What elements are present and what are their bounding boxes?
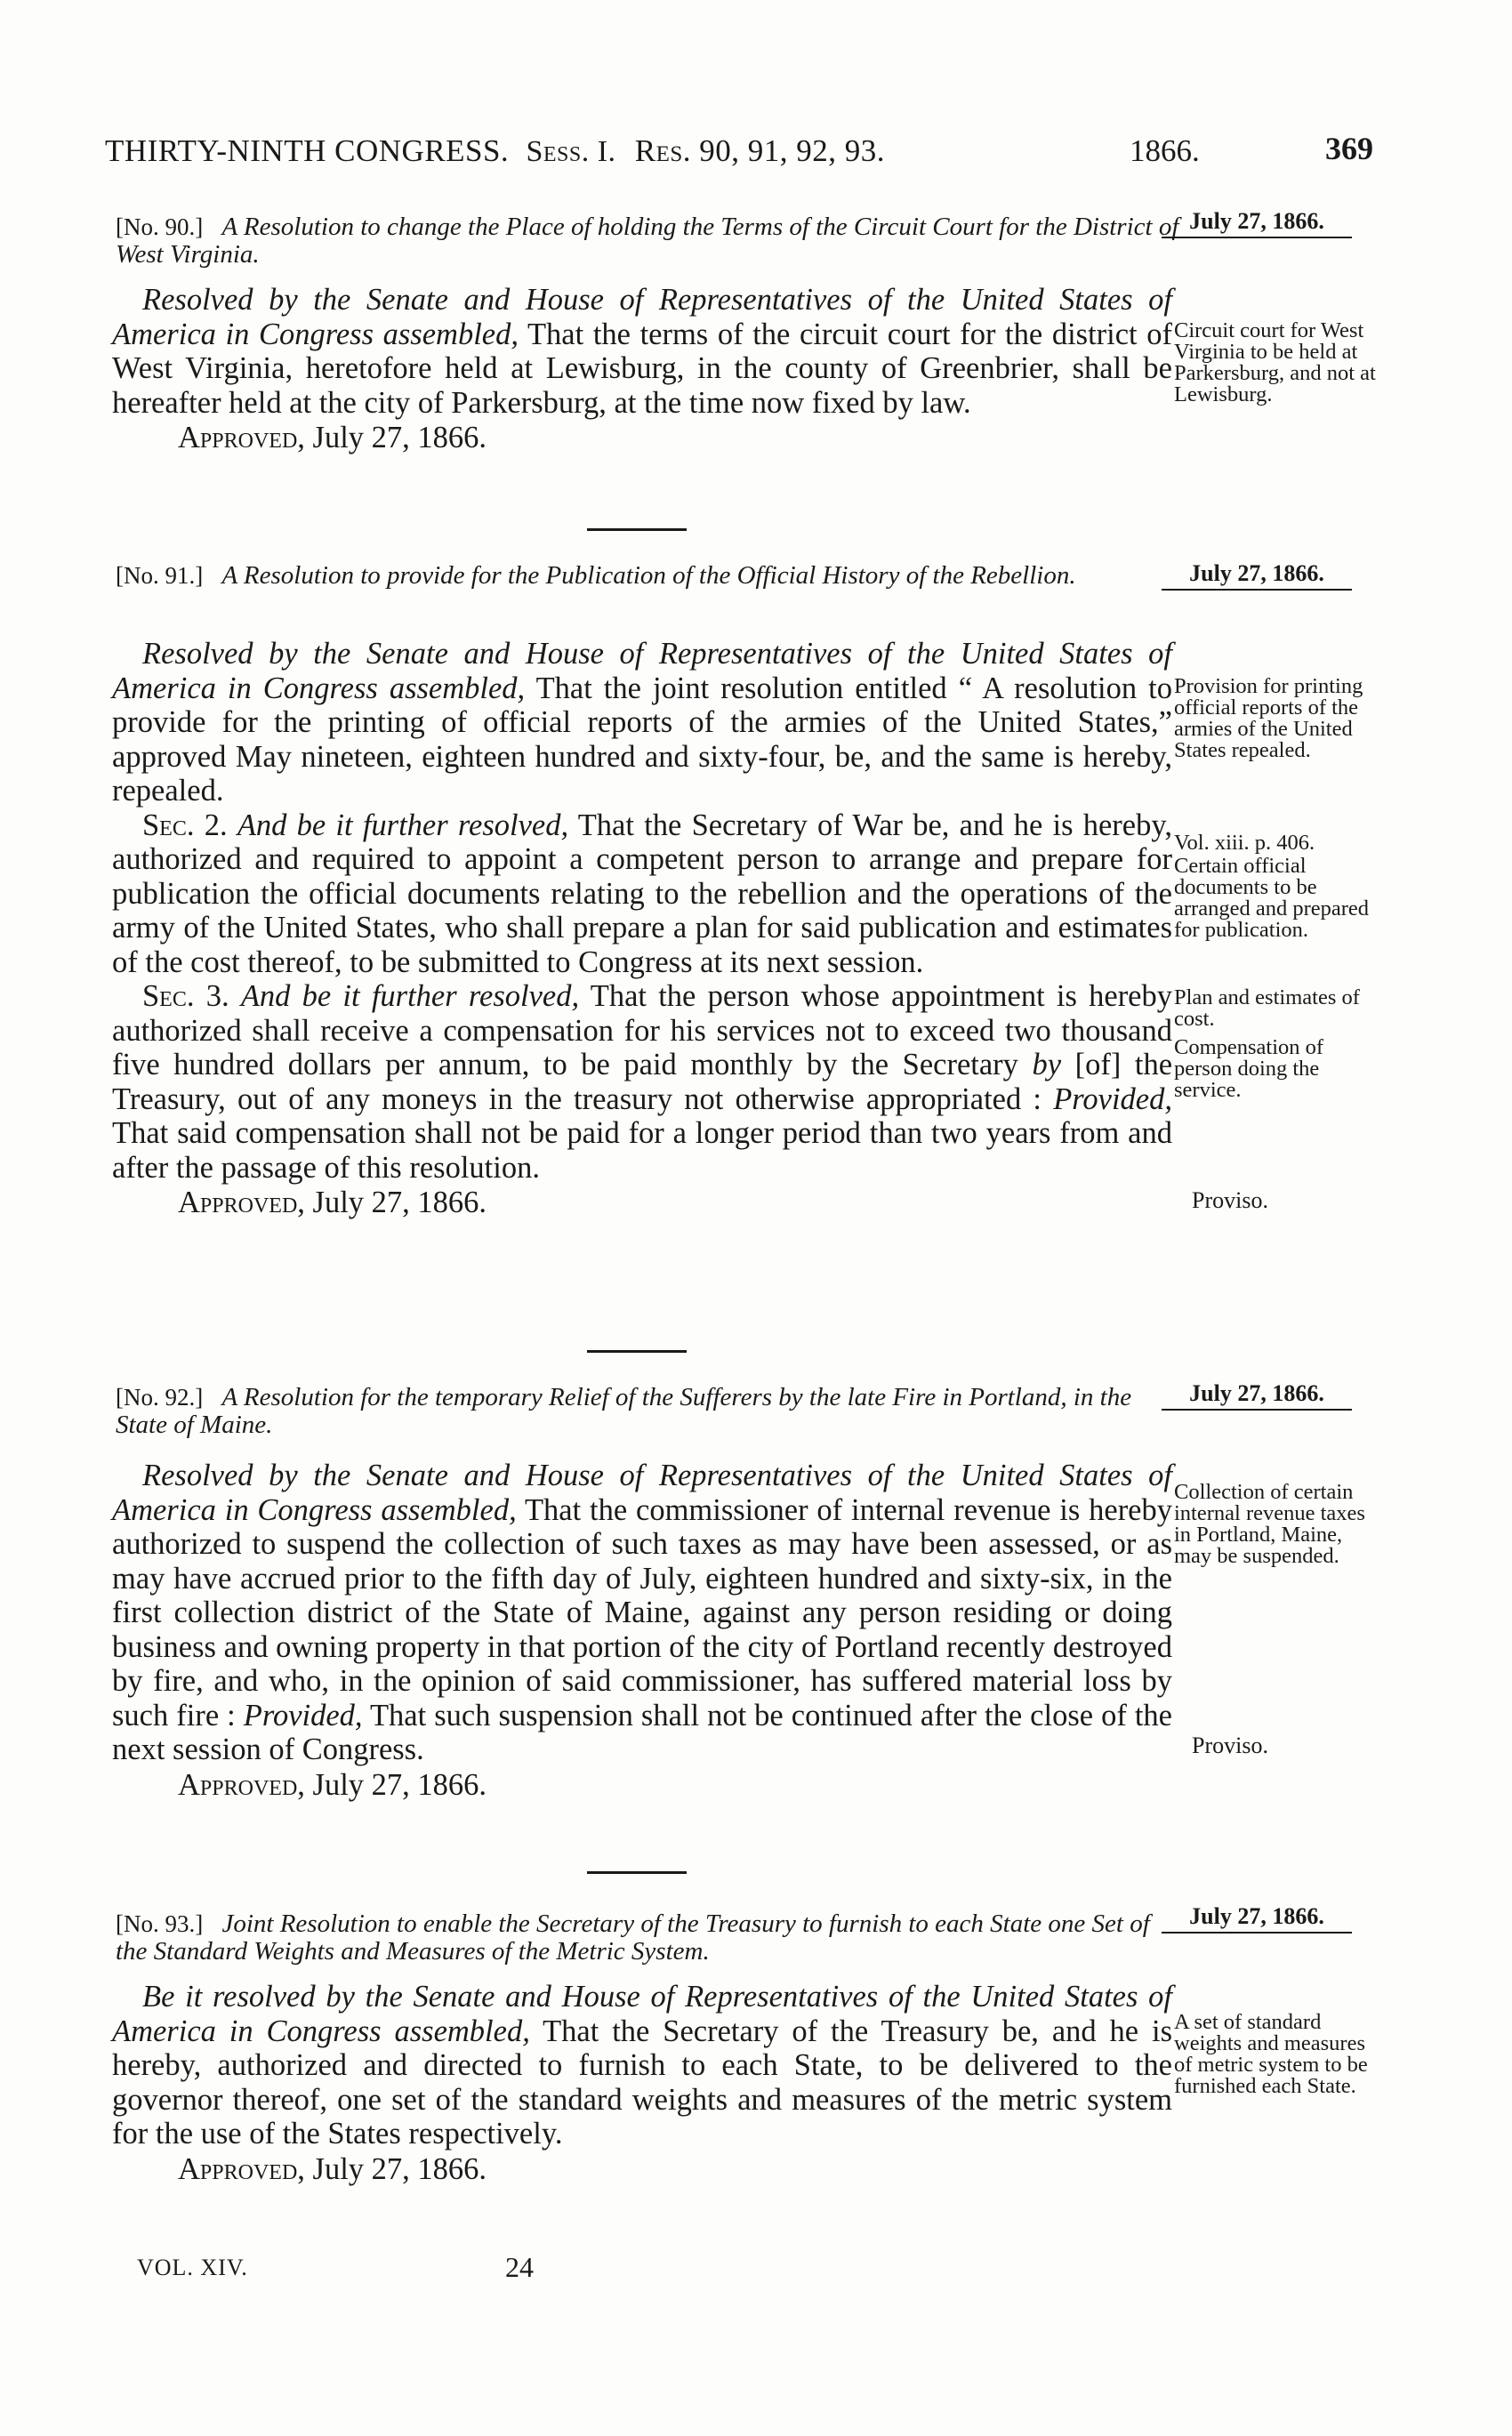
margin-note: Certain official documents to be arranged and prepared for publication. (1174, 854, 1370, 942)
congress-title: THIRTY-NINTH CONGRESS. (105, 133, 510, 168)
resolution-text: That such suspension shall not be continued after the close of the next session of Congress. (112, 1698, 1172, 1766)
section-divider (587, 1871, 687, 1874)
resolution-93-date: July 27, 1866. (1162, 1903, 1352, 1934)
resolution-text: That the Secretary of the Treasury be, and he is hereby, authorized and directed to furnish to each State, to be delivered to the governor thereof, one set of the standard weights and measures of the metric system for the use of the States respectively. (112, 2014, 1172, 2151)
provided-word: Provided, (1053, 1081, 1172, 1116)
page-header (105, 133, 1373, 178)
approved-label: Approved, (178, 1186, 305, 1219)
resolution-91-date: July 27, 1866. (1162, 560, 1352, 591)
resolution-text: That the terms of the circuit court for the district of West Virginia, heretofore held at Lewisburg, in the county of Greenbrier, shall be hereafter held at the city of Parkersburg, at the time now fixed by law. (112, 317, 1172, 420)
further-resolved: And be it further resolved, (240, 979, 580, 1013)
margin-note: Vol. xiii. p. 406. (1174, 831, 1315, 855)
resolution-text: That the joint resolution entitled “ A resolution to provide for the printing of official reports of the armies of the United States,” approved May nineteen, eighteen hundred and sixty-four, be, and the same is hereby, repealed. (112, 671, 1172, 808)
resolution-title: A Resolution for the temporary Relief of the Sufferers by the late Fire in Portland, in the State of Maine. (116, 1383, 1132, 1439)
approved-date: July 27, 1866. (312, 421, 487, 454)
resolution-number: [No. 90.] (116, 213, 204, 240)
section-3-text: That said compensation shall not be paid for a longer period than two years from and after the passage of this resolution. (112, 1116, 1172, 1185)
resolution-93-body (112, 1980, 1172, 2187)
session-label: Sess. I. (526, 135, 616, 168)
resolution-92-body (112, 1459, 1172, 1803)
further-resolved: And be it further resolved, (237, 808, 569, 842)
resolution-90-body (112, 283, 1172, 455)
margin-note: Provision for printing official reports of the armies of the United States repealed. (1174, 674, 1363, 762)
resolution-number: [No. 91.] (116, 562, 204, 589)
proviso-note: Proviso. (1192, 1187, 1268, 1213)
resolution-number: [No. 92.] (116, 1384, 204, 1411)
resolution-text: That the commissioner of internal revenue is hereby authorized to suspend the collection of such taxes as may have been assessed, or as may have accrued prior to the fifth day of July, eighteen hundred and sixty-six, in the first collection district of the State of Maine, against any person residing or doing business and owning property in that portion of the city of Portland recently destroyed by fire, and who, in the opinion of said commissioner, has suffered material loss by such fire : (112, 1492, 1172, 1733)
enacting-clause: Resolved by the Senate and House of Representatives of the United States of America in Congress assembled, (112, 1459, 1172, 1527)
header-year: 1866. (1130, 133, 1200, 168)
margin-note: Collection of certain internal revenue taxes in Portland, Maine, may be suspended. (1174, 1480, 1365, 1568)
signature-number: 24 (505, 2251, 534, 2283)
resolution-90-date: July 27, 1866. (1162, 208, 1352, 238)
margin-note: A set of standard weights and measures of metric system to be furnished each State. (1174, 2010, 1368, 2098)
volume-label: VOL. XIV. (137, 2255, 248, 2280)
approved-label: Approved, (178, 421, 305, 454)
resolution-93-heading (116, 1910, 1183, 1966)
margin-note: Compensation of person doing the service. (1174, 1035, 1324, 1102)
resolution-91-heading (116, 562, 1183, 590)
proviso-note: Proviso. (1192, 1733, 1268, 1758)
resolution-92-date: July 27, 1866. (1162, 1380, 1352, 1411)
approved-date: July 27, 1866. (312, 1186, 487, 1219)
approved-line (112, 1767, 1172, 1803)
section-3-text: [of] the Treasury, out of any moneys in the treasury not otherwise appropriated : (112, 1048, 1173, 1116)
resolution-91-body (112, 637, 1172, 1220)
approved-line (112, 2151, 1172, 2187)
resolution-range: Res. 90, 91, 92, 93. (634, 133, 886, 168)
approved-date: July 27, 1866. (312, 2151, 487, 2186)
enacting-clause: Be it resolved by the Senate and House of Representatives of the United States of America in Congress assembled, (112, 1980, 1172, 2048)
resolution-92-heading (116, 1384, 1183, 1439)
section-3-text: That the person whose appointment is hereby authorized shall receive a compensation for his services not to exceed two thousand five hundred dollars per annum, to be paid monthly by the Secretary (112, 979, 1172, 1081)
approved-line (112, 420, 1172, 455)
section-2-label: Sec. 2. (142, 808, 228, 842)
running-title (105, 133, 885, 169)
approved-label: Approved, (178, 1767, 305, 1802)
approved-date: July 27, 1866. (312, 1767, 487, 1802)
section-2-text: That the Secretary of War be, and he is hereby, authorized and required to appoint a competent person to arrange and prepare for publication the official documents relating to the rebellion and the operations of the army of the United States, who shall prepare a plan for said publication and estimates of the cost thereof, to be submitted to Congress at its next session. (112, 808, 1172, 979)
resolution-title: A Resolution to provide for the Publication of the Official History of the Rebellion. (221, 561, 1076, 590)
section-divider (587, 1350, 687, 1353)
page-number: 369 (1325, 131, 1373, 166)
section-3-by: by (1032, 1048, 1062, 1081)
resolution-90-heading (116, 213, 1183, 269)
approved-label: Approved, (178, 2151, 305, 2186)
enacting-clause: Resolved by the Senate and House of Representatives of the United States of America in Congress assembled, (112, 637, 1172, 705)
margin-note: Plan and estimates of cost. (1174, 985, 1360, 1031)
approved-line (112, 1185, 1172, 1220)
resolution-title: A Resolution to change the Place of holding the Terms of the Circuit Court for the District of West Virginia. (116, 213, 1179, 269)
section-3-label: Sec. 3. (142, 979, 229, 1013)
resolution-number: [No. 93.] (116, 1910, 204, 1937)
provided-word: Provided, (243, 1698, 363, 1733)
section-divider (587, 528, 687, 531)
enacting-clause: Resolved by the Senate and House of Representatives of the United States of America in Congress assembled, (112, 283, 1172, 351)
resolution-title: Joint Resolution to enable the Secretary of the Treasury to furnish to each State one Set of the Standard Weights and Measures of the Metric System. (116, 1909, 1150, 1966)
margin-note: Circuit court for West Virginia to be held at Parkersburg, and not at Lewisburg. (1174, 318, 1376, 406)
